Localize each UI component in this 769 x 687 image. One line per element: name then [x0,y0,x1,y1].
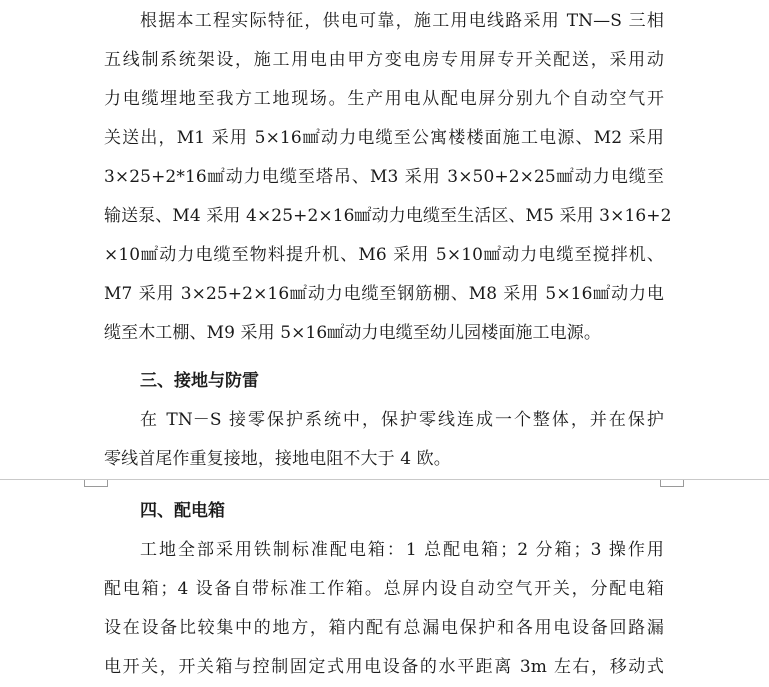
margin-corner-mark-left [84,480,108,487]
section-grounding [104,362,664,479]
text-line: 根据本工程实际特征，供电可靠，施工用电线路采用 TN—S 三相 [140,11,664,31]
text-line: 配电箱；4 设备自带标准工作箱。总屏内设自动空气开关，分配电箱 [104,579,664,599]
section-heading-grounding: 三、接地与防雷 [140,371,259,391]
text-line: M7 采用 3×25+2×16㎟动力电缆至钢筋棚、M8 采用 5×16㎟动力电 [104,284,664,304]
margin-corner-mark-right [660,480,684,487]
page-break-rule [0,479,769,480]
text-line: 零线首尾作重复接地，接地电阻不大于 4 欧。 [104,449,451,469]
paragraph-power-supply [104,2,672,353]
text-line: 电开关，开关箱与控制固定式用电设备的水平距离 3m 左右，移动式 [104,657,664,677]
text-line: 设在设备比较集中的地方，箱内配有总漏电保护和各用电设备回路漏 [104,618,664,638]
section-heading-distribution: 四、配电箱 [140,501,225,521]
section-distribution-box [104,492,664,687]
text-line: 五线制系统架设，施工用电由甲方变电房专用屏专开关配送，采用动 [104,50,664,70]
text-line: ×10㎟动力电缆至物料提升机、M6 采用 5×10㎟动力电缆至搅拌机、 [104,245,664,265]
text-line: 在 TN－S 接零保护系统中，保护零线连成一个整体，并在保护 [140,410,664,430]
text-line: 3×25+2*16㎟动力电缆至塔吊、M3 采用 3×50+2×25㎟动力电缆至 [104,167,664,187]
text-line: 工地全部采用铁制标准配电箱：1 总配电箱；2 分箱；3 操作用 [140,540,664,560]
text-line: 力电缆埋地至我方工地现场。生产用电从配电屏分别九个自动空气开 [104,89,664,109]
text-line: 缆至木工棚、M9 采用 5×16㎟动力电缆至幼儿园楼面施工电源。 [104,323,601,343]
text-line: 输送泵、M4 采用 4×25+2×16㎟动力电缆至生活区、M5 采用 3×16+2 [104,206,672,226]
page-break [0,479,769,491]
text-line: 关送出，M1 采用 5×16㎟动力电缆至公寓楼楼面施工电源、M2 采用 [104,128,664,148]
